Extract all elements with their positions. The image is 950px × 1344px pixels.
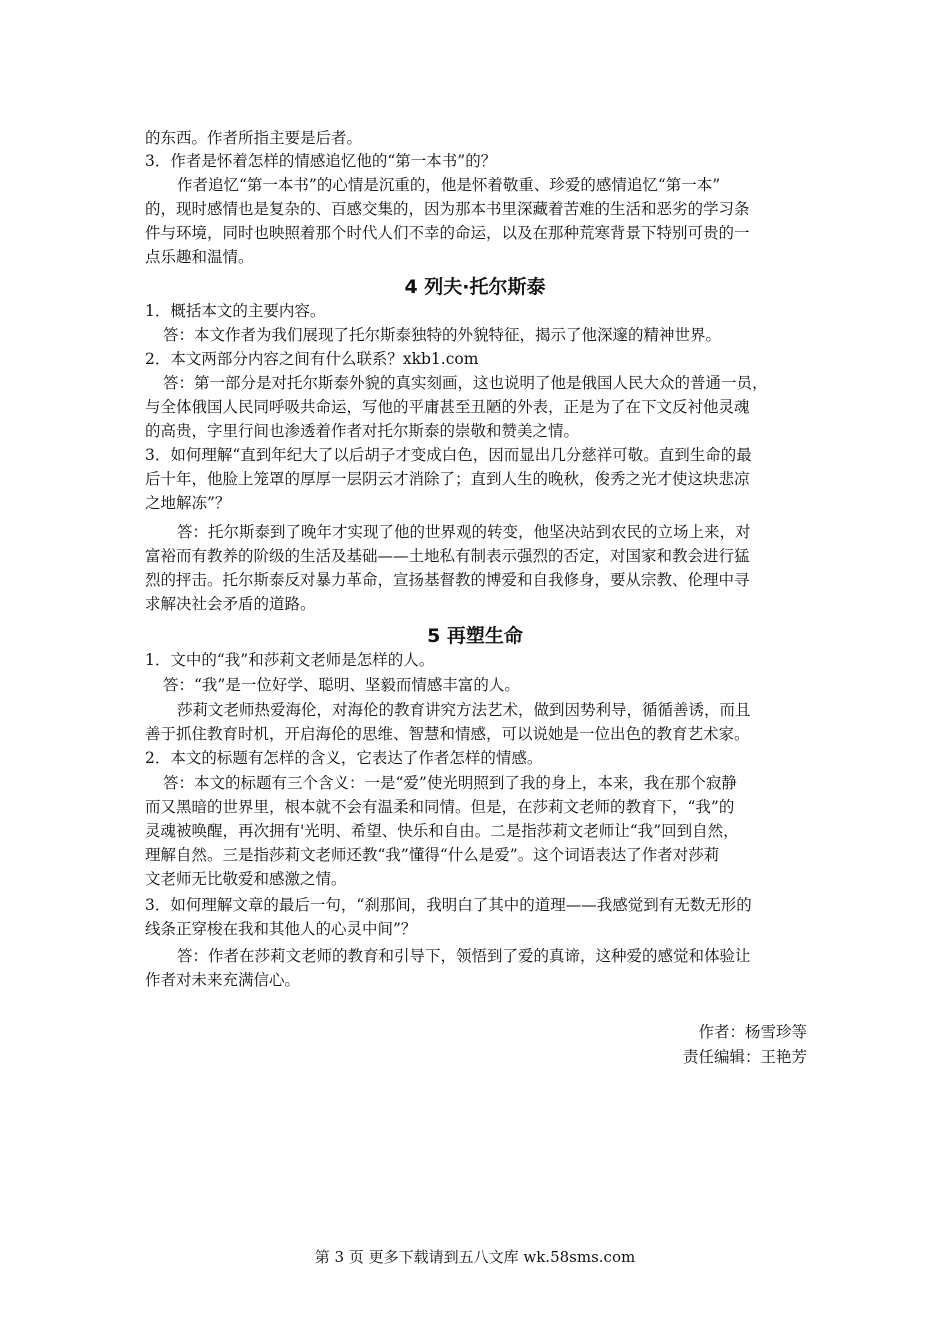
answer-line: 答：本文作者为我们展现了托尔斯泰独特的外貌特征，揭示了他深邃的精神世界。 (163, 326, 722, 344)
question-line: 1．文中的“我”和莎莉文老师是怎样的人。 (145, 651, 435, 669)
page-footer: 第 3 页 更多下载请到五八文库 wk.58sms.com (314, 1248, 636, 1266)
answer-line: 理解自然。三是指莎莉文老师还教“我”懂得“什么是爱”。这个词语表达了作者对莎莉 (145, 846, 720, 864)
answer-line: 的，现时感情也是复杂的、百感交集的，因为那本书里深藏着苦难的生活和恶劣的学习条 (145, 200, 750, 218)
answer-line: 而又黑暗的世界里，根本就不会有温柔和同情。但是，在莎莉文老师的教育下，“我”的 (145, 798, 735, 816)
question-line: 之地解冻”？ (145, 494, 231, 512)
answer-line: 件与环境，同时也映照着那个时代人们不幸的命运，以及在那种荒寒背景下特别可贵的一 (145, 224, 750, 242)
paragraph-line: 的东西。作者所指主要是后者。 (145, 129, 363, 147)
question-line: 后十年，他脸上笼罩的厚厚一层阴云才消除了；直到人生的晚秋，俊秀之光才使这块悲凉 (145, 470, 750, 488)
answer-line: 的高贵，字里行间也渗透着作者对托尔斯泰的崇敬和赞美之情。 (145, 422, 580, 440)
answer-line: 答：第一部分是对托尔斯泰外貌的真实刻画，这也说明了他是俄国人民大众的普通一员， (163, 374, 768, 392)
answer-line: 作者追忆“第一本书”的心情是沉重的，他是怀着敬重、珍爱的感情追忆“第一本” (177, 176, 721, 194)
answer-line: 答：作者在莎莉文老师的教育和引导下，领悟到了爱的真谛，这种爱的感觉和体验让 (177, 947, 751, 965)
answer-line: 善于抓住教育时机，开启海伦的思维、智慧和情感，可以说她是一位出色的教育艺术家。 (145, 725, 750, 743)
question-line: 3．如何理解“直到年纪大了以后胡子才变成白色，因而显出几分慈祥可敬。直到生命的最 (145, 446, 752, 464)
question-line: 1．概括本文的主要内容。 (145, 302, 326, 320)
answer-line: 求解决社会矛盾的道路。 (145, 595, 316, 613)
question-line: 2．本文两部分内容之间有什么联系？xkb1.com (145, 350, 479, 368)
answer-line: 作者对未来充满信心。 (145, 971, 301, 989)
answer-line: 灵魂被唤醒，再次拥有'光明、希望、快乐和自由。二是指莎莉文老师让“我”回到自然， (145, 822, 739, 840)
section-title: 4 列夫·托尔斯泰 (404, 276, 546, 298)
section-title: 5 再塑生命 (427, 625, 523, 647)
editor-credit: 责任编辑：王艳芳 (682, 1048, 807, 1066)
answer-line: 答：托尔斯泰到了晚年才实现了他的世界观的转变，他坚决站到农民的立场上来，对 (177, 523, 751, 541)
answer-line: 莎莉文老师热爱海伦，对海伦的教育讲究方法艺术，做到因势利导，循循善诱，而且 (177, 701, 751, 719)
answer-line: 答：本文的标题有三个含义：一是“爱”使光明照到了我的身上，本来，我在那个寂静 (163, 774, 737, 792)
answer-line: 富裕而有教养的阶级的生活及基础——土地私有制表示强烈的否定，对国家和教会进行猛 (145, 547, 750, 565)
question-line: 线条正穿梭在我和其他人的心灵中间”？ (145, 920, 417, 938)
question-line: 3．如何理解文章的最后一句，“刹那间，我明白了其中的道理——我感觉到有无数无形的 (145, 896, 752, 914)
author-credit: 作者：杨雪珍等 (698, 1023, 807, 1041)
answer-line: 答：“我”是一位好学、聪明、坚毅而情感丰富的人。 (163, 676, 520, 694)
answer-line: 与全体俄国人民同呼吸共命运，写他的平庸甚至丑陋的外表，正是为了在下文反衬他灵魂 (145, 398, 750, 416)
answer-line: 点乐趣和温情。 (145, 248, 254, 266)
question-line: 3．作者是怀着怎样的情感追忆他的“第一本书”的？ (145, 152, 497, 170)
answer-line: 烈的抨击。托尔斯泰反对暴力革命，宣扬基督教的博爱和自我修身，要从宗教、伦理中寻 (145, 571, 750, 589)
question-line: 2．本文的标题有怎样的含义，它表达了作者怎样的情感。 (145, 749, 543, 767)
answer-line: 文老师无比敬爱和感激之情。 (145, 870, 347, 888)
